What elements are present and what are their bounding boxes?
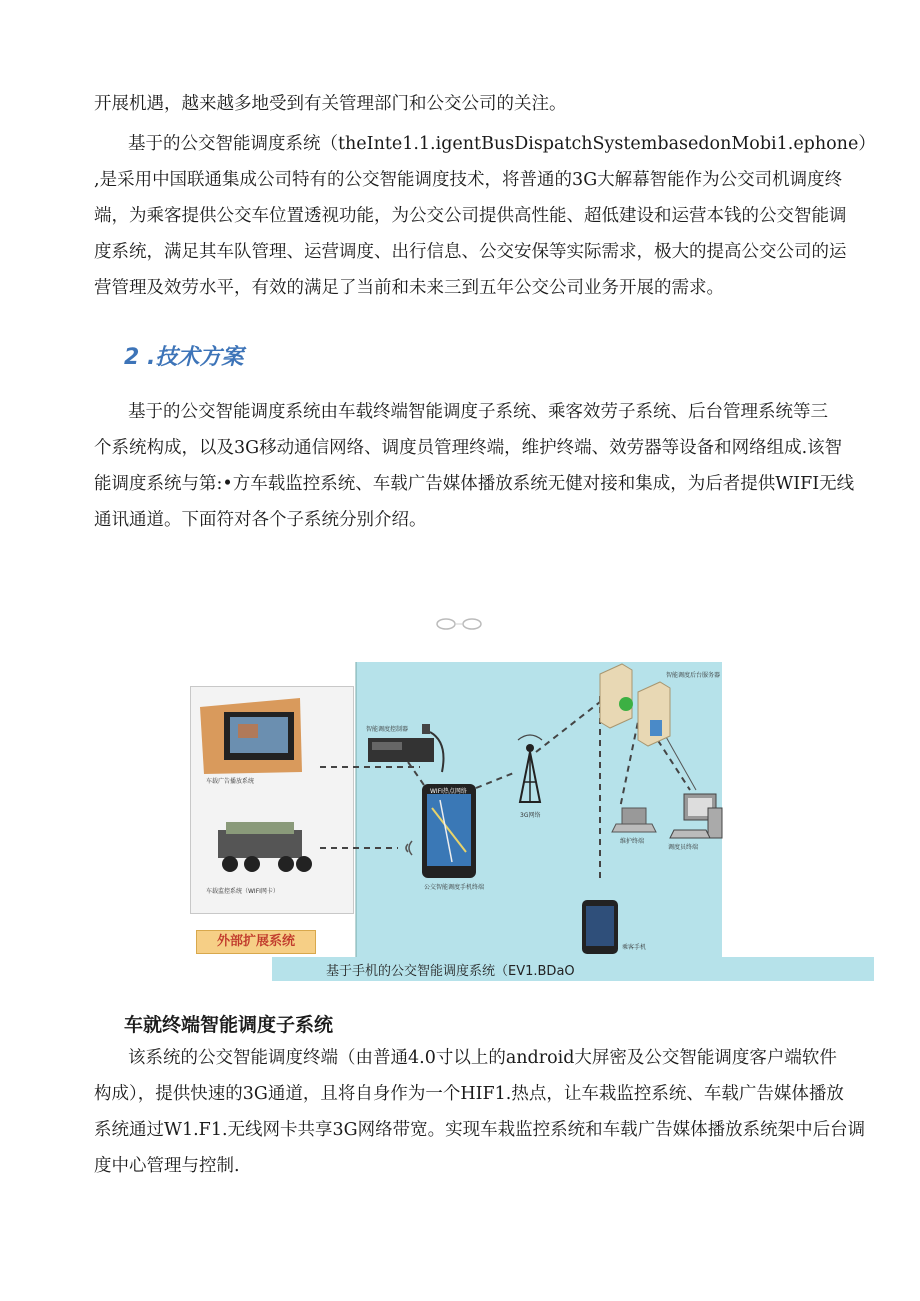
paragraph-4 (94, 1040, 866, 1184)
text-line: 能调度系统与第:•方车载监控系统、车载广告媒体播放系统无健对接和集成，为后者提供WIFI无线 (94, 474, 855, 494)
external-extension-banner: 外部扩展系统 (196, 930, 316, 954)
label-bus-terminal: 公交智能调度手机终端 (424, 884, 485, 891)
monitor-device-icon (218, 822, 312, 872)
label-3g-network: 3G网络 (520, 812, 541, 819)
text-line: 系统通过W1.F1.无线网卡共享3G网络带宽。实现车栽监控系统和车载广告媒体播放系统架中后台调 (94, 1120, 866, 1140)
label-controller: 智能调度控制器 (366, 726, 409, 733)
label-wifi-hotspot: WIFI热点网络 (430, 788, 467, 795)
text-line: 营管理及效劳水平，有效的满足了当前和未来三到五年公交公司业务开展的需求。 (94, 278, 724, 298)
section-heading-technical-plan: 2 .技术方案 (124, 345, 244, 370)
diagram-graphics (190, 612, 874, 984)
text-line: 开展机遇，越来越多地受到有关管理部门和公交公司的关注。 (94, 94, 567, 114)
paragraph-1 (94, 86, 834, 122)
text-line: 基于的公交智能调度系统由车载终端智能调度子系统、乘客效劳子系统、后台管理系统等三 (128, 402, 828, 422)
laptop-icon (612, 808, 656, 832)
label-monitor-system: 车载监控系统（WIFI网卡） (206, 888, 279, 895)
paragraph-3 (94, 394, 855, 538)
section-heading-terminal-subsystem: 车就终端智能调度子系统 (124, 1014, 334, 1036)
text-line: 基于的公交智能调度系统（theInte1.1.igentBusDispatchSystembasedonMobi1.ephone） (128, 134, 876, 154)
system-architecture-diagram (190, 612, 874, 984)
text-line: 度系统，满足其车队管理、运营调度、出行信息、公交安保等实际需求，极大的提高公交公司的运 (94, 242, 847, 262)
label-dispatcher: 调度员终端 (668, 844, 699, 851)
bus-phone-terminal-icon (422, 784, 476, 878)
text-line: 个系统构成，以及3G移动通信网络、调度员管理终端，维护终端、效劳器等设备和网络组成.该智 (94, 438, 843, 458)
text-line: 端，为乘客提供公交车位置透视功能，为公交公司提供高性能、超低建设和运营本钱的公交智能调 (94, 206, 847, 226)
paragraph-2 (94, 126, 876, 306)
text-line: 通讯通道。下面符对各个子系统分别介绍。 (94, 510, 427, 530)
cell-tower-icon (518, 735, 542, 802)
desktop-computer-icon (670, 794, 722, 838)
diagram-caption: 基于手机的公交智能调度系统（EV1.BDaO (326, 964, 575, 979)
text-line: 该系统的公交智能调度终端（由普通4.0寸以上的android大屏密及公交智能调度客户端软件 (128, 1048, 837, 1068)
text-line: 度中心管理与控制. (94, 1156, 240, 1176)
text-line: ,是采用中国联通集成公司特有的公交智能调度技术，将普通的3G大解幕智能作为公交司机调度终 (94, 170, 843, 190)
label-server: 智能调度后台服务器 (666, 672, 721, 679)
label-ad-system: 车载广告播放系统 (206, 778, 255, 785)
text-line: 构成），提供快速的3G通道，且将自身作为一个HIF1.热点，让车栽监控系统、车载广告媒体播放 (94, 1084, 844, 1104)
label-passenger: 乘客手机 (622, 944, 647, 951)
ad-screen-icon (200, 698, 302, 774)
label-maintenance: 维护终端 (620, 838, 645, 845)
passenger-phone-icon (582, 900, 618, 954)
